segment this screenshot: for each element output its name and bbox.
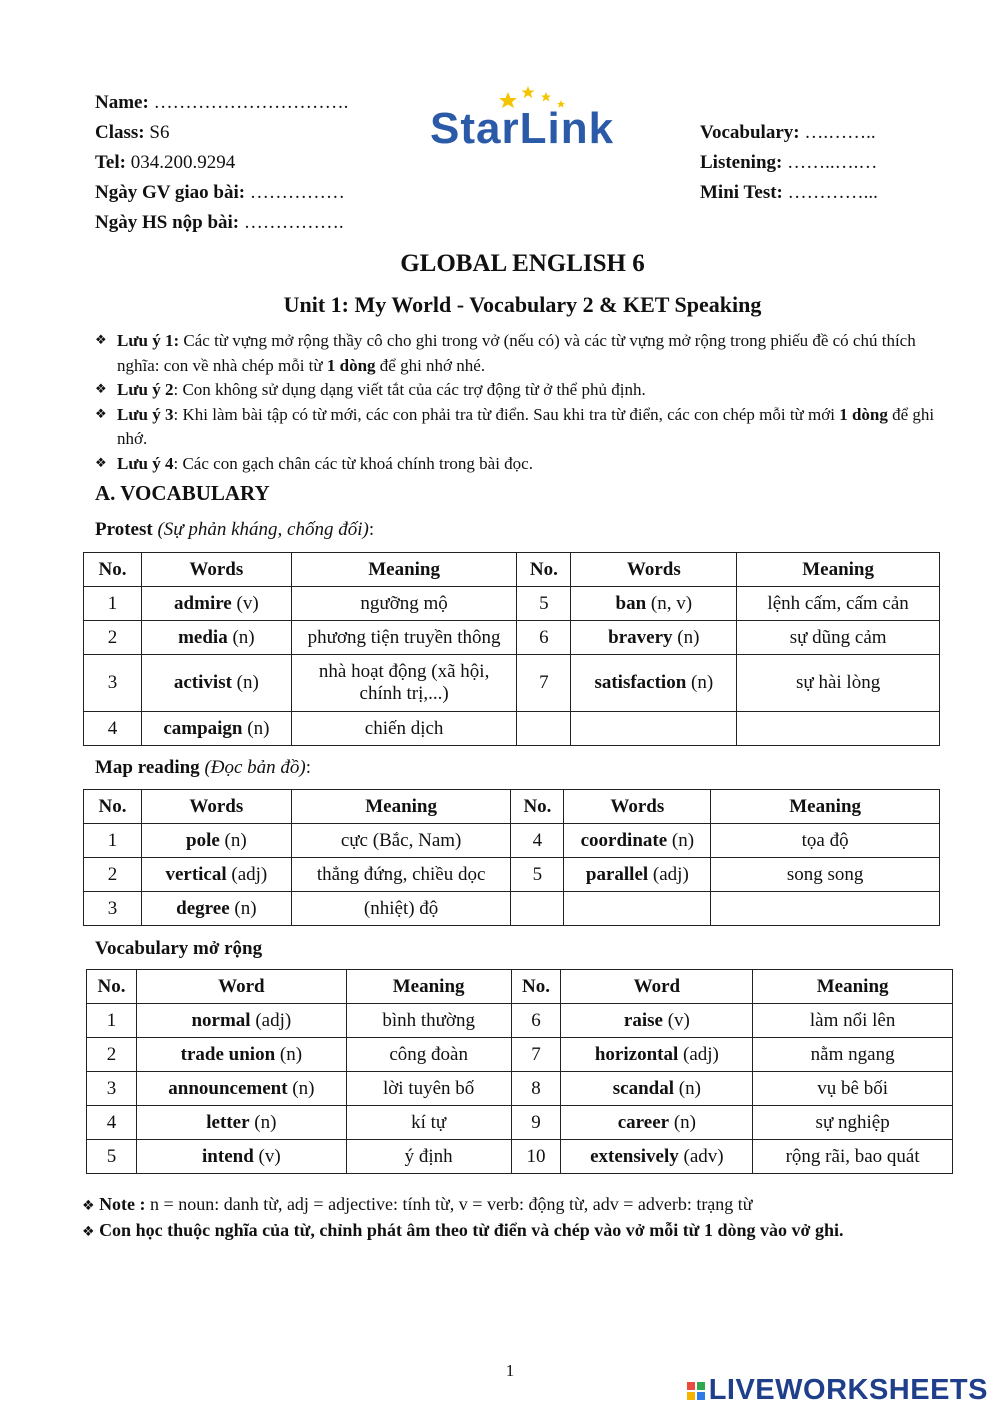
class-line: Class: S6: [95, 122, 170, 143]
column-header: Meaning: [291, 790, 511, 824]
word-meaning: [737, 712, 940, 746]
row-number: 3: [84, 655, 142, 712]
vocab-word: [571, 712, 737, 746]
row-number: 1: [84, 587, 142, 621]
word-meaning: lệnh cấm, cấm cản: [737, 587, 940, 621]
vocab-word: horizontal (adj): [561, 1038, 753, 1072]
word-meaning: làm nổi lên: [753, 1004, 953, 1038]
row-number: 9: [511, 1106, 561, 1140]
word-meaning: lời tuyên bố: [346, 1072, 511, 1106]
tel-line: Tel: 034.200.9294: [95, 152, 236, 173]
assign-date-line: Ngày GV giao bài: ……………: [95, 182, 345, 203]
table-header-row: [84, 553, 940, 587]
row-number: 2: [84, 621, 142, 655]
column-header: No.: [511, 970, 561, 1004]
mini-test-score-line: Mini Test: …………...: [700, 182, 878, 203]
protest-vocab-table: [83, 552, 940, 746]
row-number: 7: [511, 1038, 561, 1072]
row-number: 2: [87, 1038, 137, 1072]
column-header: Meaning: [737, 553, 940, 587]
listening-score-line: Listening: ……..….…: [700, 152, 878, 173]
table-caption: Protest (Sự phản kháng, chống đối):: [95, 519, 375, 540]
vocab-word: admire (v): [141, 587, 291, 621]
table-row: [84, 655, 940, 712]
diamond-bullet-icon: ❖: [82, 1224, 95, 1240]
vocab-word: letter (n): [136, 1106, 346, 1140]
word-meaning: rộng rãi, bao quát: [753, 1140, 953, 1174]
learn-instruction: ❖ Con học thuộc nghĩa của từ, chỉnh phát âm theo từ điển và chép vào vở mỗi từ 1 dòng vào vở ghi.: [82, 1220, 844, 1240]
vocab-word: pole (n): [141, 824, 291, 858]
diamond-bullet-icon: ❖: [95, 406, 107, 422]
vocab-word: raise (v): [561, 1004, 753, 1038]
column-header: No.: [84, 553, 142, 587]
vocab-word: activist (n): [141, 655, 291, 712]
column-header: Words: [571, 553, 737, 587]
vocab-score-field[interactable]: ….……..: [799, 122, 876, 143]
row-number: 3: [87, 1072, 137, 1106]
word-meaning: ý định: [346, 1140, 511, 1174]
logo-text: StarLink: [430, 104, 615, 153]
page-number: 1: [505, 1361, 515, 1380]
listening-score-field[interactable]: ……..….…: [782, 152, 878, 173]
word-meaning: sự nghiệp: [753, 1106, 953, 1140]
table-row: [87, 1106, 953, 1140]
vocab-word: announcement (n): [136, 1072, 346, 1106]
vocab-word: vertical (adj): [141, 858, 291, 892]
row-number: 10: [511, 1140, 561, 1174]
table-row: [84, 824, 940, 858]
liveworksheets-watermark: LIVEWORKSHEETS: [687, 1374, 988, 1407]
vocab-word: parallel (adj): [564, 858, 711, 892]
column-header: Words: [141, 553, 291, 587]
table-row: [87, 1038, 953, 1072]
table-row: [84, 892, 940, 926]
table-row: [87, 1140, 953, 1174]
row-number: 4: [87, 1106, 137, 1140]
column-header: No.: [511, 790, 564, 824]
score-info: [700, 118, 878, 208]
word-meaning: nằm ngang: [753, 1038, 953, 1072]
student-info: [95, 88, 348, 238]
row-number: 7: [517, 655, 571, 712]
row-number: 8: [511, 1072, 561, 1106]
section-a-heading: A. VOCABULARY: [95, 481, 270, 505]
column-header: Words: [564, 790, 711, 824]
vocab-word: bravery (n): [571, 621, 737, 655]
note-item: ❖ Lưu ý 2: Con không sử dụng dạng viết tắt của các trợ động từ ở thể phủ định.: [95, 378, 935, 403]
vocab-word: trade union (n): [136, 1038, 346, 1072]
vocab-word: [564, 892, 711, 926]
row-number: 5: [511, 858, 564, 892]
column-header: No.: [87, 970, 137, 1004]
column-header: Meaning: [753, 970, 953, 1004]
table-caption: Vocabulary mở rộng: [95, 938, 263, 959]
note-item: ❖ Lưu ý 3: Khi làm bài tập có từ mới, các con phải tra từ điển. Sau khi tra từ điển, các con chép mỗi từ mới 1 dòng để ghi nhớ.: [95, 403, 935, 452]
page-subtitle: Unit 1: My World - Vocabulary 2 & KET Speaking: [283, 292, 762, 317]
diamond-bullet-icon: ❖: [82, 1198, 95, 1214]
word-meaning: song song: [711, 858, 940, 892]
note-item: ❖ Lưu ý 4: Các con gạch chân các từ khoá chính trong bài đọc.: [95, 452, 935, 477]
vocab-word: career (n): [561, 1106, 753, 1140]
vocab-word: coordinate (n): [564, 824, 711, 858]
table-row: [84, 621, 940, 655]
column-header: Word: [136, 970, 346, 1004]
word-meaning: thẳng đứng, chiều dọc: [291, 858, 511, 892]
word-meaning: bình thường: [346, 1004, 511, 1038]
row-number: 3: [84, 892, 142, 926]
submit-date-field[interactable]: …………….: [239, 212, 344, 233]
column-header: Words: [141, 790, 291, 824]
word-meaning: vụ bê bối: [753, 1072, 953, 1106]
extended-vocab-table: [86, 969, 953, 1174]
word-meaning: ngưỡng mộ: [291, 587, 517, 621]
row-number: 1: [84, 824, 142, 858]
notes-list: [95, 329, 935, 476]
table-row: [87, 1072, 953, 1106]
assign-date-field[interactable]: ……………: [245, 182, 345, 203]
column-header: Word: [561, 970, 753, 1004]
vocab-word: campaign (n): [141, 712, 291, 746]
word-meaning: [711, 892, 940, 926]
column-header: Meaning: [291, 553, 517, 587]
column-header: Meaning: [346, 970, 511, 1004]
table-row: [84, 858, 940, 892]
table-row: [87, 1004, 953, 1038]
column-header: No.: [517, 553, 571, 587]
word-meaning: nhà hoạt động (xã hội, chính trị,...): [291, 655, 517, 712]
word-meaning: tọa độ: [711, 824, 940, 858]
map-reading-vocab-table: [83, 789, 940, 926]
vocab-word: intend (v): [136, 1140, 346, 1174]
word-meaning: sự dũng cảm: [737, 621, 940, 655]
mini-test-score-field[interactable]: …………...: [782, 182, 878, 203]
vocab-word: degree (n): [141, 892, 291, 926]
table-caption: Map reading (Đọc bản đồ):: [95, 757, 312, 778]
pos-note: ❖ Note : n = noun: danh từ, adj = adjective: tính từ, v = verb: động từ, adv = adverb: trạng từ: [82, 1194, 753, 1214]
word-meaning: cực (Bắc, Nam): [291, 824, 511, 858]
vocab-word: satisfaction (n): [571, 655, 737, 712]
table-header-row: [84, 790, 940, 824]
column-header: Meaning: [711, 790, 940, 824]
row-number: [511, 892, 564, 926]
page-title: GLOBAL ENGLISH 6: [400, 250, 645, 277]
row-number: 5: [517, 587, 571, 621]
word-meaning: phương tiện truyền thông: [291, 621, 517, 655]
row-number: 1: [87, 1004, 137, 1038]
word-meaning: sự hài lòng: [737, 655, 940, 712]
table-header-row: [87, 970, 953, 1004]
note-item: ❖ Lưu ý 1: Các từ vựng mở rộng thầy cô cho ghi trong vở (nếu có) và các từ vựng mở rộng trong phiếu đề có chú thích nghĩa: con về nhà chép mỗi từ 1 dòng để ghi nhớ nhé.: [95, 329, 935, 378]
row-number: 4: [84, 712, 142, 746]
name-line: Name: ………………………….: [95, 92, 349, 113]
starlink-logo: [430, 82, 635, 154]
vocab-word: ban (n, v): [571, 587, 737, 621]
liveworksheets-logo-icon: [687, 1382, 705, 1400]
row-number: 4: [511, 824, 564, 858]
row-number: 5: [87, 1140, 137, 1174]
word-meaning: kí tự: [346, 1106, 511, 1140]
submit-date-line: Ngày HS nộp bài: …………….: [95, 212, 344, 233]
word-meaning: công đoàn: [346, 1038, 511, 1072]
vocab-word: extensively (adv): [561, 1140, 753, 1174]
row-number: 2: [84, 858, 142, 892]
diamond-bullet-icon: ❖: [95, 382, 107, 397]
column-header: No.: [84, 790, 142, 824]
vocab-word: normal (adj): [136, 1004, 346, 1038]
row-number: [517, 712, 571, 746]
vocab-word: media (n): [141, 621, 291, 655]
vocab-word: scandal (n): [561, 1072, 753, 1106]
diamond-bullet-icon: ❖: [95, 333, 107, 348]
word-meaning: chiến dịch: [291, 712, 517, 746]
vocab-score-line: Vocabulary: ….……..: [700, 122, 876, 143]
table-row: [84, 587, 940, 621]
table-row: [84, 712, 940, 746]
row-number: 6: [511, 1004, 561, 1038]
row-number: 6: [517, 621, 571, 655]
name-field[interactable]: ………………………….: [148, 92, 349, 113]
word-meaning: (nhiệt) độ: [291, 892, 511, 926]
diamond-bullet-icon: ❖: [95, 455, 107, 471]
